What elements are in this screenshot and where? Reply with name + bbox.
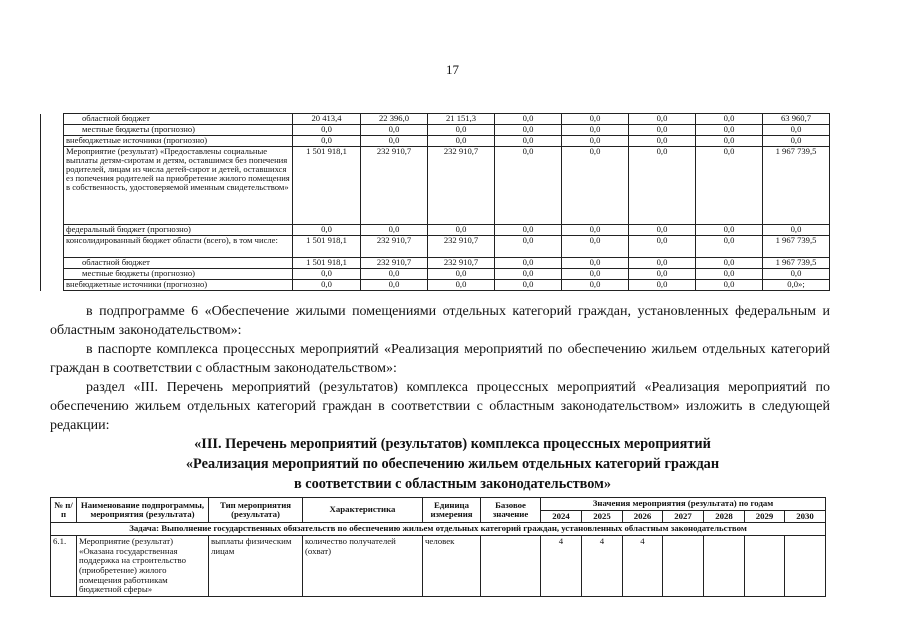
budget-cell: 0,0	[562, 236, 629, 258]
budget-cell: 232 910,7	[428, 258, 495, 269]
budget-cell: 0,0	[696, 136, 763, 147]
budget-cell: 0,0»;	[763, 280, 830, 291]
budget-cell: 0,0	[629, 280, 696, 291]
budget-cell: 0,0	[629, 269, 696, 280]
budget-cell: 0,0	[629, 114, 696, 125]
budget-cell: 232 910,7	[428, 147, 495, 225]
header-year: 2030	[785, 510, 826, 523]
budget-cell: 0,0	[763, 125, 830, 136]
budget-cell: 1 501 918,1	[293, 258, 361, 269]
budget-row-label: местные бюджеты (прогнозно)	[64, 269, 293, 280]
budget-cell: 0,0	[293, 225, 361, 236]
budget-cell: 0,0	[763, 225, 830, 236]
budget-cell: 0,0	[428, 125, 495, 136]
budget-row-blank	[41, 136, 64, 147]
budget-cell: 0,0	[428, 280, 495, 291]
budget-cell: 232 910,7	[361, 236, 428, 258]
budget-cell: 0,0	[293, 136, 361, 147]
paragraph-section: раздел «III. Перечень мероприятий (результатов) комплекса процессных мероприятий «Реализация мероприятий по обеспечению жильем отдельных категорий граждан в соответствии с областным законодательством» изложить в следующей редакции:	[50, 380, 830, 433]
header-name: Наименование подпрограммы, мероприятия (результата)	[77, 498, 209, 523]
budget-row-blank	[41, 280, 64, 291]
header-year: 2027	[663, 510, 704, 523]
budget-cell: 0,0	[495, 269, 562, 280]
budget-cell: 0,0	[763, 269, 830, 280]
budget-cell: 0,0	[696, 225, 763, 236]
measure-num: 6.1.	[51, 536, 77, 597]
budget-row	[41, 136, 830, 147]
measure-year-value	[704, 536, 745, 597]
budget-cell: 0,0	[696, 114, 763, 125]
header-base: Базовое значение	[481, 498, 541, 523]
budget-cell: 0,0	[361, 225, 428, 236]
budget-cell: 0,0	[361, 136, 428, 147]
measure-year-value	[745, 536, 785, 597]
heading-line-1: «III. Перечень мероприятий (результатов) комплекса процессных мероприятий	[194, 436, 711, 452]
page-number: 17	[446, 62, 459, 77]
budget-row	[41, 269, 830, 280]
budget-cell: 0,0	[495, 280, 562, 291]
budget-cell: 1 501 918,1	[293, 236, 361, 258]
budget-row	[41, 147, 830, 225]
budget-cell: 0,0	[562, 125, 629, 136]
measure-unit: человек	[423, 536, 481, 597]
budget-cell: 0,0	[361, 125, 428, 136]
budget-row-blank	[41, 114, 64, 125]
budget-row-label: местные бюджеты (прогнозно)	[64, 125, 293, 136]
budget-cell: 0,0	[361, 269, 428, 280]
budget-cell: 0,0	[562, 114, 629, 125]
measure-year-value: 4	[582, 536, 623, 597]
budget-cell: 0,0	[629, 136, 696, 147]
budget-cell: 0,0	[629, 236, 696, 258]
measure-year-value: 4	[623, 536, 663, 597]
header-values-group: Значения мероприятия (результата) по годам	[541, 498, 826, 511]
budget-row-label: внебюджетные источники (прогнозно)	[64, 136, 293, 147]
budget-cell: 0,0	[629, 258, 696, 269]
budget-row-label: областной бюджет	[64, 258, 293, 269]
budget-cell: 0,0	[293, 269, 361, 280]
budget-cell: 0,0	[696, 236, 763, 258]
task-row: Задача: Выполнение государственных обязательств по обеспечению жильем отдельных категорий граждан, установленных областным законодательством	[51, 523, 826, 536]
budget-cell: 0,0	[696, 147, 763, 225]
measure-year-value	[785, 536, 826, 597]
budget-cell: 0,0	[495, 136, 562, 147]
budget-cell: 0,0	[428, 269, 495, 280]
budget-cell: 0,0	[696, 258, 763, 269]
measures-table	[50, 497, 826, 597]
measure-name: Мероприятие (результат) «Оказана государственная поддержка на строительство (приобретение) жилого помещения работникам бюджетной сферы»	[77, 536, 209, 597]
heading-line-2: «Реализация мероприятий по обеспечению жильем отдельных категорий граждан	[185, 456, 720, 472]
budget-cell: 0,0	[293, 125, 361, 136]
budget-cell: 0,0	[428, 225, 495, 236]
measure-characteristic: количество получателей (охват)	[303, 536, 423, 597]
budget-row	[41, 236, 830, 258]
measure-row	[51, 536, 826, 597]
budget-cell: 0,0	[361, 280, 428, 291]
budget-cell: 0,0	[696, 280, 763, 291]
budget-row	[41, 225, 830, 236]
header-year: 2029	[745, 510, 785, 523]
budget-cell: 232 910,7	[361, 258, 428, 269]
budget-cell: 22 396,0	[361, 114, 428, 125]
budget-cell: 232 910,7	[361, 147, 428, 225]
paragraph-subprogram: в подпрограмме 6 «Обеспечение жилыми помещениями отдельных категорий граждан, установленных федеральным и областным законодательством»:	[50, 304, 830, 338]
budget-row-label: внебюджетные источники (прогнозно)	[64, 280, 293, 291]
budget-row-blank	[41, 125, 64, 136]
budget-cell: 1 501 918,1	[293, 147, 361, 225]
budget-row-label: Мероприятие (результат) «Предоставлены социальные выплаты детям-сиротам и детям, оставшимся без попечения родителей, лицам из числа детей-сирот и детей, оставшихся ез попечения родителей на приобретение жилого помещения в собственность, удостоверяемой именным свидетельством»	[64, 147, 293, 225]
budget-cell: 20 413,4	[293, 114, 361, 125]
header-year: 2024	[541, 510, 582, 523]
budget-cell: 1 967 739,5	[763, 258, 830, 269]
heading-line-3: в соответствии с областным законодательством»	[293, 476, 612, 492]
budget-cell: 0,0	[629, 125, 696, 136]
measure-year-value	[663, 536, 704, 597]
budget-cell: 0,0	[763, 136, 830, 147]
budget-cell: 63 960,7	[763, 114, 830, 125]
budget-cell: 0,0	[495, 225, 562, 236]
budget-cell: 1 967 739,5	[763, 236, 830, 258]
header-num: № п/п	[51, 498, 77, 523]
budget-cell: 1 967 739,5	[763, 147, 830, 225]
measure-type: выплаты физическим лицам	[209, 536, 303, 597]
header-year: 2028	[704, 510, 745, 523]
budget-cell: 0,0	[495, 147, 562, 225]
budget-row-blank	[41, 147, 64, 225]
header-year: 2026	[623, 510, 663, 523]
header-year: 2025	[582, 510, 623, 523]
budget-row	[41, 258, 830, 269]
budget-cell: 0,0	[562, 269, 629, 280]
budget-cell: 232 910,7	[428, 236, 495, 258]
budget-row-blank	[41, 225, 64, 236]
budget-cell: 21 151,3	[428, 114, 495, 125]
budget-table	[40, 113, 830, 291]
measure-base	[481, 536, 541, 597]
budget-row-label: консолидированный бюджет области (всего), в том числе:	[64, 236, 293, 258]
budget-cell: 0,0	[495, 125, 562, 136]
budget-cell: 0,0	[428, 136, 495, 147]
budget-cell: 0,0	[696, 125, 763, 136]
budget-cell: 0,0	[495, 236, 562, 258]
header-characteristic: Характеристика	[303, 498, 423, 523]
budget-row	[41, 125, 830, 136]
budget-cell: 0,0	[629, 147, 696, 225]
budget-cell: 0,0	[495, 114, 562, 125]
budget-row	[41, 280, 830, 291]
budget-row	[41, 114, 830, 125]
budget-cell: 0,0	[629, 225, 696, 236]
budget-row-label: областной бюджет	[64, 114, 293, 125]
budget-cell: 0,0	[562, 136, 629, 147]
budget-cell: 0,0	[696, 269, 763, 280]
budget-row-label: федеральный бюджет (прогнозно)	[64, 225, 293, 236]
budget-cell: 0,0	[562, 258, 629, 269]
budget-cell: 0,0	[562, 280, 629, 291]
header-type: Тип мероприятия (результата)	[209, 498, 303, 523]
budget-cell: 0,0	[495, 258, 562, 269]
budget-cell: 0,0	[562, 225, 629, 236]
header-unit: Единица измерения	[423, 498, 481, 523]
paragraph-passport: в паспорте комплекса процессных мероприятий «Реализация мероприятий по обеспечению жильем отдельных категорий граждан в соответствии с областным законодательством»:	[50, 342, 830, 376]
section-heading	[0, 434, 905, 494]
budget-row-blank	[41, 236, 64, 258]
budget-cell: 0,0	[293, 280, 361, 291]
measure-year-value: 4	[541, 536, 582, 597]
budget-cell: 0,0	[562, 147, 629, 225]
budget-row-blank	[41, 269, 64, 280]
budget-row-blank	[41, 258, 64, 269]
